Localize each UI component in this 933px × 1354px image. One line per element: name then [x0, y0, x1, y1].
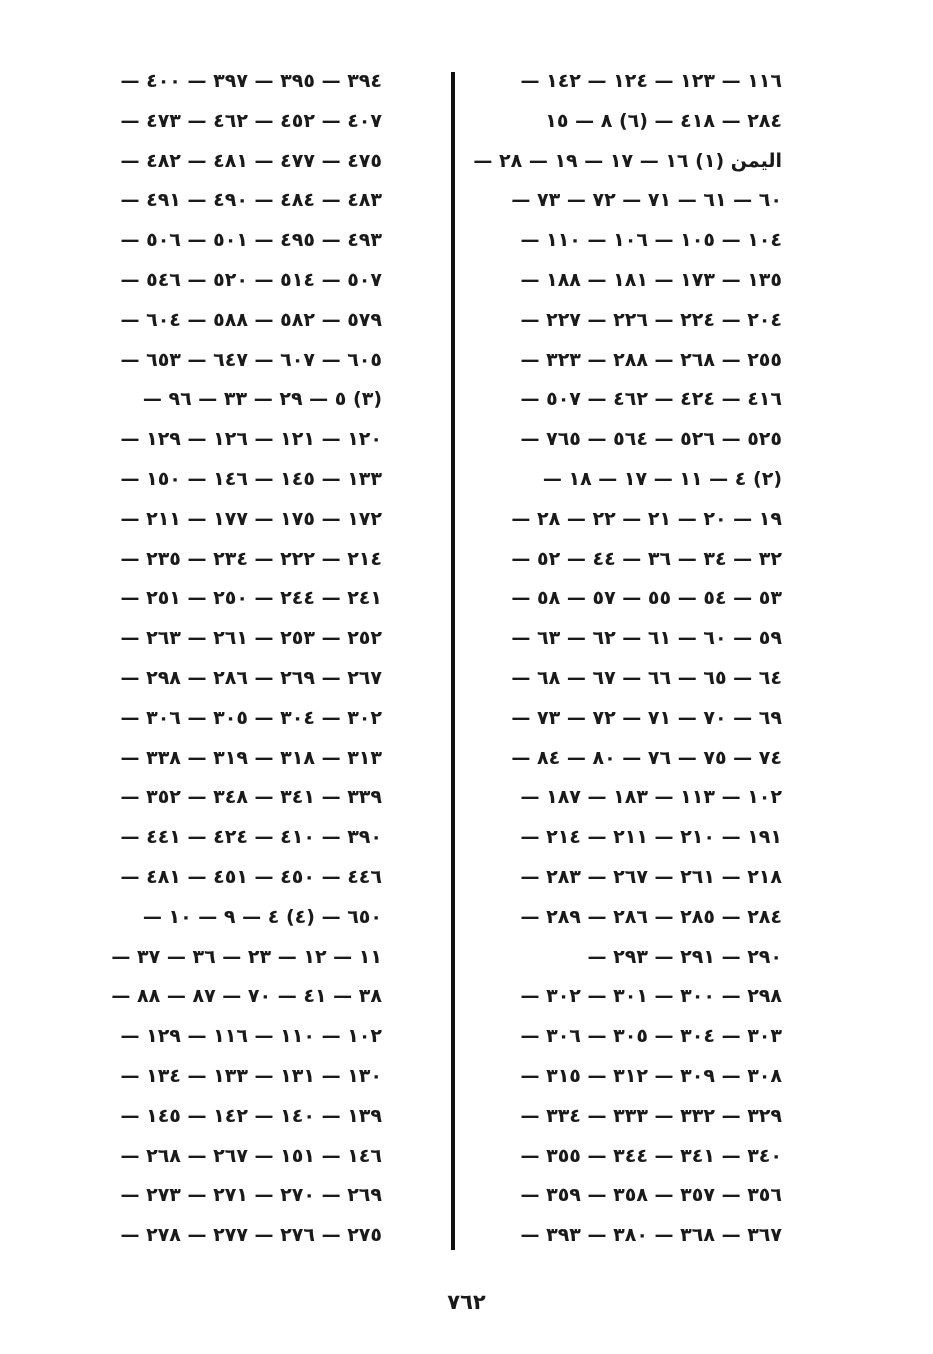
index-line: ١٢٠ — ١٢١ — ١٢٦ — ١٢٩ — [120, 428, 382, 451]
index-line: ٦٩ — ٧٠ — ٧١ — ٧٢ — ٧٣ — [511, 706, 782, 729]
index-line: ٣٠٢ — ٣٠٤ — ٣٠٥ — ٣٠٦ — [120, 706, 382, 729]
index-line: ٢٩٨ — ٣٠٠ — ٣٠١ — ٣٠٢ — [520, 985, 782, 1008]
index-line: ٥٩ — ٦٠ — ٦١ — ٦٢ — ٦٣ — [511, 627, 782, 650]
index-line: ٢٥٥ — ٢٦٨ — ٢٨٨ — ٣٢٣ — [520, 348, 782, 371]
index-line: ٦٠٥ — ٦٠٧ — ٦٤٧ — ٦٥٣ — [120, 348, 382, 371]
index-line: ٣٢ — ٣٤ — ٣٦ — ٤٤ — ٥٢ — [511, 547, 782, 570]
index-line: ٥٣ — ٥٤ — ٥٥ — ٥٧ — ٥٨ — [511, 587, 782, 610]
index-line: ١٠٢ — ١١٣ — ١٨٣ — ١٨٧ — [520, 786, 782, 809]
index-line: ٣٩٤ — ٣٩٥ — ٣٩٧ — ٤٠٠ — [120, 70, 382, 92]
index-line: ١٧٢ — ١٧٥ — ١٧٧ — ٢١١ — [120, 507, 382, 530]
index-line: ٥٧٩ — ٥٨٢ — ٥٨٨ — ٦٠٤ — [120, 308, 382, 331]
index-column-left [70, 62, 420, 1256]
index-line: ٣٤٠ — ٣٤١ — ٣٤٤ — ٣٥٥ — [520, 1144, 782, 1167]
index-line: ٢١٤ — ٢٢٢ — ٢٣٤ — ٢٣٥ — [120, 547, 382, 570]
index-line: ٤١٦ — ٤٢٤ — ٤٦٢ — ٥٠٧ — [520, 388, 782, 411]
index-line: ٣٠٣ — ٣٠٤ — ٣٠٥ — ٣٠٦ — [520, 1025, 782, 1048]
index-line: ٢٩٠ — ٢٩١ — ٢٩٣ — [587, 945, 782, 968]
index-line: ١١ — ١٢ — ٢٣ — ٣٦ — ٣٧ — [111, 945, 382, 968]
index-line: ٢٦٧ — ٢٦٩ — ٢٨٦ — ٢٩٨ — [120, 666, 382, 689]
index-line: ٤٨٣ — ٤٨٤ — ٤٩٠ — ٤٩١ — [120, 189, 382, 212]
index-line: ٣٢٩ — ٣٣٢ — ٣٣٣ — ٣٣٤ — [520, 1104, 782, 1127]
index-line: ٢٨٤ — ٤١٨ — (٦) ٨ — ١٥ [545, 109, 782, 132]
index-line: ٢٧٥ — ٢٧٦ — ٢٧٧ — ٢٧٨ — [120, 1224, 382, 1247]
index-line: (٢) ٤ — ١١ — ١٧ — ١٨ — [542, 467, 782, 490]
index-line: ١٩١ — ٢١٠ — ٢١١ — ٢١٤ — [520, 826, 782, 849]
index-line: ١٤٦ — ١٥١ — ٢٦٧ — ٢٦٨ — [120, 1144, 382, 1167]
index-line: ٥٠٧ — ٥١٤ — ٥٢٠ — ٥٤٦ — [120, 268, 382, 291]
index-line: ٣٨ — ٤١ — ٧٠ — ٨٧ — ٨٨ — [111, 985, 382, 1008]
index-line: ١٣٥ — ١٧٣ — ١٨١ — ١٨٨ — [520, 268, 782, 291]
index-line: (٣) ٥ — ٢٩ — ٣٣ — ٩٦ — [142, 388, 382, 411]
index-line: ١٣٣ — ١٤٥ — ١٤٦ — ١٥٠ — [120, 467, 382, 490]
page-number: ٧٦٢ [447, 1290, 486, 1314]
index-line: ١١٦ — ١٢٣ — ١٢٤ — ١٤٢ — [520, 70, 782, 92]
index-line: ٦٤ — ٦٥ — ٦٦ — ٦٧ — ٦٨ — [511, 666, 782, 689]
index-line: ٢٥٢ — ٢٥٣ — ٢٦١ — ٢٦٣ — [120, 627, 382, 650]
index-line: ٤٩٣ — ٤٩٥ — ٥٠١ — ٥٠٦ — [120, 229, 382, 252]
index-line: ٢١٨ — ٢٦١ — ٢٦٧ — ٢٨٣ — [520, 865, 782, 888]
index-line: ١٣٠ — ١٣١ — ١٣٣ — ١٣٤ — [120, 1064, 382, 1087]
index-line: ٢٠٤ — ٢٢٤ — ٢٢٦ — ٢٢٧ — [520, 308, 782, 331]
index-line: اليمن (١) ١٦ — ١٧ — ١٩ — ٢٨ — [473, 149, 782, 172]
column-divider [451, 72, 455, 1250]
index-line: ٢٦٩ — ٢٧٠ — ٢٧١ — ٢٧٣ — [120, 1184, 382, 1207]
index-line: ٣٠٨ — ٣٠٩ — ٣١٢ — ٣١٥ — [520, 1064, 782, 1087]
index-line: ٤٧٥ — ٤٧٧ — ٤٨١ — ٤٨٢ — [120, 149, 382, 172]
index-line: ٣٦٧ — ٣٦٨ — ٣٨٠ — ٣٩٣ — [520, 1224, 782, 1247]
index-line: ٣٣٩ — ٣٤١ — ٣٤٨ — ٣٥٢ — [120, 786, 382, 809]
index-line: ١٠٢ — ١١٠ — ١١٦ — ١٢٩ — [120, 1025, 382, 1048]
index-column-right [460, 62, 810, 1256]
index-line: ٢٨٤ — ٢٨٥ — ٢٨٦ — ٢٨٩ — [520, 905, 782, 928]
index-line: ٤٤٦ — ٤٥٠ — ٤٥١ — ٤٨١ — [120, 865, 382, 888]
index-line: ٦٥٠ — (٤) ٤ — ٩ — ١٠ — [142, 905, 382, 928]
index-line: ١٩ — ٢٠ — ٢١ — ٢٢ — ٢٨ — [511, 507, 782, 530]
index-line: ٣٥٦ — ٣٥٧ — ٣٥٨ — ٣٥٩ — [520, 1184, 782, 1207]
index-line: ٣٩٠ — ٤١٠ — ٤٢٤ — ٤٤١ — [120, 826, 382, 849]
index-line: ٣١٣ — ٣١٨ — ٣١٩ — ٣٣٨ — [120, 746, 382, 769]
index-line: ١٣٩ — ١٤٠ — ١٤٢ — ١٤٥ — [120, 1104, 382, 1127]
index-line: ٥٢٥ — ٥٢٦ — ٥٦٤ — ٧٦٥ — [520, 428, 782, 451]
index-line: ١٠٤ — ١٠٥ — ١٠٦ — ١١٠ — [520, 229, 782, 252]
index-line: ٤٠٧ — ٤٥٢ — ٤٦٢ — ٤٧٣ — [120, 109, 382, 132]
index-line: ٧٤ — ٧٥ — ٧٦ — ٨٠ — ٨٤ — [511, 746, 782, 769]
index-line: ٢٤١ — ٢٤٤ — ٢٥٠ — ٢٥١ — [120, 587, 382, 610]
index-line: ٦٠ — ٦١ — ٧١ — ٧٢ — ٧٣ — [511, 189, 782, 212]
